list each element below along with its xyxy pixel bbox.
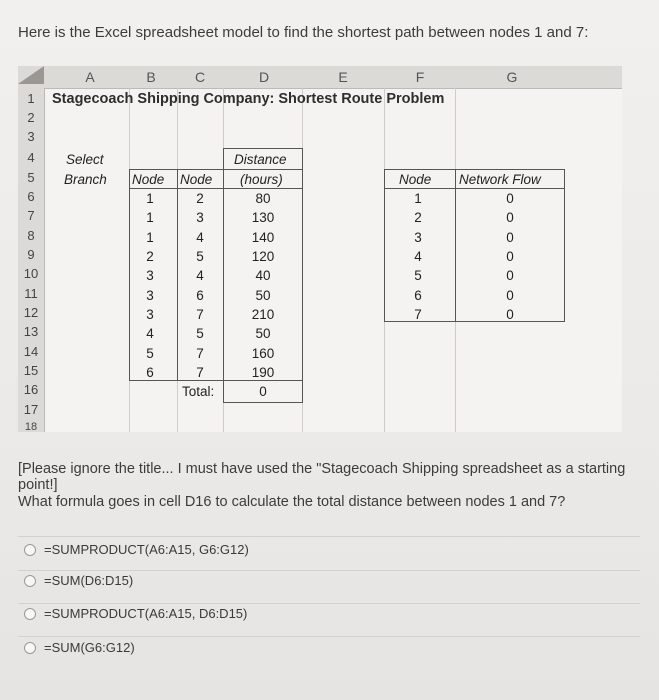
total-value: 0 <box>259 384 267 399</box>
option-label: =SUMPRODUCT(A6:A15, D6:D15) <box>44 606 248 621</box>
branch-to: 5 <box>196 326 204 341</box>
hdr-select: Select <box>66 152 104 167</box>
row-header: 8 <box>27 228 35 243</box>
row-header: 18 <box>24 421 38 432</box>
row-header: 7 <box>27 208 35 223</box>
question-text: What formula goes in cell D16 to calculate the total distance between nodes 1 and 7? <box>18 494 566 510</box>
branch-to: 7 <box>196 346 204 361</box>
note-text: [Please ignore the title... I must have used the "Stagecoach Shipping spreadsheet as a starting point!] <box>18 461 626 493</box>
table-border <box>129 169 130 380</box>
row-header: 13 <box>23 324 39 339</box>
total-label: Total: <box>182 384 215 399</box>
col-header-f: F <box>415 69 425 85</box>
flow-node: 6 <box>414 288 422 303</box>
divider <box>18 636 640 637</box>
row-header: 5 <box>27 170 35 185</box>
table-border <box>129 188 302 189</box>
branch-from: 5 <box>146 346 154 361</box>
hdr-node-to: Node <box>180 172 213 187</box>
branch-to: 2 <box>196 191 204 206</box>
branch-to: 6 <box>196 288 204 303</box>
divider <box>18 603 640 604</box>
row-header: 17 <box>23 402 39 417</box>
table-border <box>302 148 303 403</box>
row-header: 1 <box>27 91 35 106</box>
row-header: 16 <box>23 382 39 397</box>
radio-button[interactable] <box>24 544 36 556</box>
col-header-c: C <box>194 69 206 85</box>
option-label: =SUM(D6:D15) <box>44 573 134 588</box>
table-border <box>223 402 303 403</box>
table-border <box>129 169 302 170</box>
select-all-corner <box>18 66 44 84</box>
branch-distance: 160 <box>251 346 275 361</box>
branch-distance: 190 <box>251 365 275 380</box>
flow-value: 0 <box>506 191 514 206</box>
branch-from: 4 <box>146 326 154 341</box>
branch-to: 7 <box>196 307 204 322</box>
option-label: =SUM(G6:G12) <box>44 640 135 655</box>
col-header-d: D <box>258 69 270 85</box>
intro-text: Here is the Excel spreadsheet model to find the shortest path between nodes 1 and 7: <box>18 24 589 41</box>
row-header: 11 <box>24 286 38 301</box>
flow-node: 3 <box>414 230 422 245</box>
branch-distance: 130 <box>251 210 275 225</box>
col-header-a: A <box>85 69 95 85</box>
answer-option-1[interactable] <box>24 542 249 557</box>
divider <box>18 570 640 571</box>
sheet-title: Stagecoach Shipping Company: Shortest Route Problem <box>52 91 445 107</box>
branch-distance: 120 <box>251 249 275 264</box>
row-header: 3 <box>27 129 35 144</box>
option-label: =SUMPRODUCT(A6:A15, G6:G12) <box>44 542 249 557</box>
answer-option-4[interactable] <box>24 640 135 655</box>
flow-node: 2 <box>414 210 422 225</box>
branch-from: 6 <box>146 365 154 380</box>
row-header: 9 <box>27 247 35 262</box>
branch-from: 1 <box>146 230 154 245</box>
branch-to: 3 <box>196 210 204 225</box>
table-border <box>564 169 565 322</box>
flow-node: 1 <box>414 191 422 206</box>
flow-node: 4 <box>414 249 422 264</box>
spreadsheet-image <box>18 66 622 432</box>
table-border <box>177 169 178 380</box>
hdr-network-flow: Network Flow <box>459 172 541 187</box>
branch-from: 2 <box>146 249 154 264</box>
branch-to: 4 <box>196 230 204 245</box>
flow-value: 0 <box>506 307 514 322</box>
hdr-branch: Branch <box>64 172 107 187</box>
branch-to: 4 <box>196 268 204 283</box>
branch-from: 3 <box>146 268 154 283</box>
branch-distance: 140 <box>251 230 275 245</box>
flow-node: 7 <box>414 307 422 322</box>
flow-value: 0 <box>506 230 514 245</box>
row-header: 2 <box>27 110 35 125</box>
flow-node: 5 <box>414 268 422 283</box>
row-header: 15 <box>23 363 39 378</box>
table-border <box>223 380 224 403</box>
flow-value: 0 <box>506 268 514 283</box>
hdr-node-from: Node <box>132 172 165 187</box>
branch-from: 3 <box>146 288 154 303</box>
branch-distance: 40 <box>255 268 271 283</box>
hdr-hours: (hours) <box>240 172 283 187</box>
row-header: 10 <box>23 266 39 281</box>
radio-button[interactable] <box>24 575 36 587</box>
branch-to: 5 <box>196 249 204 264</box>
table-border <box>384 169 565 170</box>
row-header-bar <box>18 88 45 432</box>
hdr-distance: Distance <box>234 152 287 167</box>
column-header-bar <box>18 66 622 89</box>
row-header: 14 <box>23 344 39 359</box>
col-header-b: B <box>146 69 156 85</box>
branch-distance: 50 <box>255 326 271 341</box>
table-border <box>384 169 385 322</box>
table-border <box>129 380 302 381</box>
table-border <box>223 148 302 149</box>
divider <box>18 536 640 537</box>
branch-distance: 210 <box>251 307 275 322</box>
branch-from: 1 <box>146 191 154 206</box>
col-header-e: E <box>338 69 348 85</box>
table-border <box>384 188 565 189</box>
table-border <box>455 169 456 322</box>
flow-value: 0 <box>506 288 514 303</box>
row-header: 6 <box>27 189 35 204</box>
flow-value: 0 <box>506 249 514 264</box>
branch-from: 3 <box>146 307 154 322</box>
branch-to: 7 <box>196 365 204 380</box>
answer-option-2[interactable] <box>24 573 133 588</box>
col-header-g: G <box>506 69 518 85</box>
flow-value: 0 <box>506 210 514 225</box>
row-header: 4 <box>27 150 35 165</box>
branch-distance: 80 <box>255 191 271 206</box>
branch-from: 1 <box>146 210 154 225</box>
branch-distance: 50 <box>255 288 271 303</box>
hdr-node: Node <box>399 172 432 187</box>
row-header: 12 <box>23 305 39 320</box>
table-border <box>223 148 224 380</box>
answer-option-3[interactable] <box>24 606 247 621</box>
radio-button[interactable] <box>24 608 36 620</box>
radio-button[interactable] <box>24 642 36 654</box>
